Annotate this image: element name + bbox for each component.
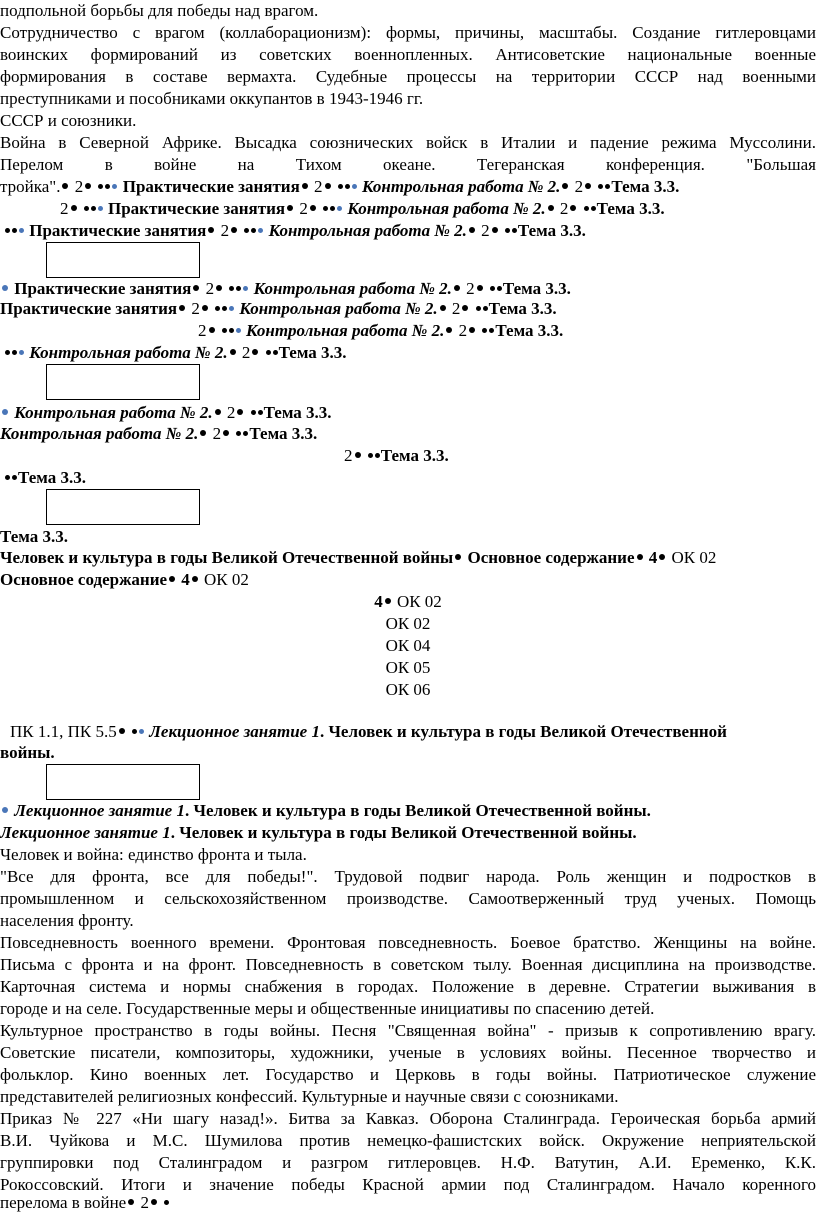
- theme-heading: Тема 3.3.: [596, 199, 665, 218]
- competence-code: ОК 05: [385, 658, 431, 677]
- competence-code: ОК 02: [385, 614, 431, 633]
- text-line: Сотрудничество с врагом (коллаборационизм): формы, причины, масштабы. Создание гитлеровцами: [0, 23, 816, 42]
- competence-code: ОК 02: [204, 570, 249, 589]
- bullet-icon: [243, 431, 248, 436]
- bullet-icon: [258, 410, 263, 415]
- bullet-icon: [477, 285, 483, 291]
- bullet-icon: [215, 306, 220, 311]
- bullet-icon: [237, 409, 243, 415]
- table-row: [0, 176, 679, 198]
- table-row: [4, 342, 347, 364]
- text-line: Повседневность военного времени. Фронтовая повседневность. Боевое братство. Женщины на войне.: [0, 933, 816, 952]
- bullet-icon: [323, 206, 328, 211]
- bullet-icon: [62, 183, 68, 189]
- text-line: фольклор. Кино военных лет. Государство и Церковь в годы войны. Патриотическое служение: [0, 1065, 816, 1084]
- bullet-icon: [193, 285, 199, 291]
- bullet-icon: [368, 453, 373, 458]
- lecture-label: Лекционное занятие 1: [149, 722, 320, 741]
- theme-heading: Тема 3.3.: [495, 321, 564, 340]
- bullet-icon: [252, 349, 258, 355]
- bullet-icon: [462, 305, 468, 311]
- text-line: В.И. Чуйкова и М.С. Шумилова против немецко-фашистских войск. Окружение неприятельской: [0, 1131, 816, 1150]
- text-line: Рокоссовский. Итоги и значение победы Красной армии под Сталинградом. Начало коренного: [0, 1175, 816, 1194]
- bullet-icon: [562, 183, 568, 189]
- text-fragment: перелома в войне: [0, 1193, 127, 1212]
- section-control: Контрольная работа № 2.: [29, 343, 228, 362]
- table-row: [60, 198, 665, 220]
- bullet-icon: [385, 598, 391, 604]
- bullet-icon: [266, 350, 271, 355]
- bullet-icon: [216, 285, 222, 291]
- bullet-icon: [128, 1199, 134, 1205]
- theme-title: Человек и культура в годы Великой Отечественной войны: [0, 548, 454, 567]
- text-line: "Все для фронта, все для победы!". Трудовой подвиг народа. Роль женщин и подростков в: [0, 867, 816, 886]
- bullet-icon: [302, 183, 308, 189]
- competence-code: ОК 02: [671, 548, 717, 567]
- bullet-icon: [98, 184, 103, 189]
- bullet-icon: [310, 205, 316, 211]
- table-row: [0, 569, 249, 591]
- theme-heading: Тема 3.3.: [249, 424, 318, 443]
- theme-heading: Тема 3.3.: [488, 299, 557, 318]
- hours-value: 2: [299, 199, 308, 218]
- bullet-icon: [215, 409, 221, 415]
- bullet-icon: [591, 206, 596, 211]
- hours-value: 2: [60, 199, 69, 218]
- section-practical: Практические занятия: [14, 279, 192, 298]
- section-control: Контрольная работа № 2.: [239, 299, 438, 318]
- section-practical: Практические занятия: [108, 199, 286, 218]
- bullet-icon: [244, 228, 249, 233]
- bullet-icon: [105, 184, 110, 189]
- bullet-icon: [490, 286, 495, 291]
- text-line: городе и на селе. Государственные меры и общественные инициативы по спасению детей.: [0, 999, 655, 1018]
- bullet-icon: [258, 228, 263, 233]
- bullet-icon: [492, 227, 498, 233]
- text-line: формирования в составе вермахта. Судебные процессы на территории СССР над военными: [0, 67, 816, 86]
- text-line: Перелом в войне на Тихом океане. Тегеранская конференция. "Большая: [0, 155, 816, 174]
- hours-value: 2: [451, 299, 461, 318]
- bullet-icon: [338, 184, 343, 189]
- hours-value: 2: [191, 299, 200, 318]
- bullet-icon: [585, 183, 591, 189]
- section-control: Контрольная работа № 2.: [14, 403, 213, 422]
- competence-code: ОК 02: [396, 592, 442, 611]
- bullet-icon: [469, 327, 475, 333]
- text-line: преступниками и пособниками оккупантов в 1943-1946 гг.: [0, 89, 424, 108]
- section-control: Контрольная работа № 2.: [268, 221, 467, 240]
- bullet-icon: [375, 453, 380, 458]
- bullet-icon: [164, 1200, 169, 1205]
- bullet-icon: [139, 729, 144, 734]
- table-row: ПК 1.1, ПК 5.5 Лекционное занятие 1. Человек и культура в годы Великой Отечественной: [10, 722, 727, 741]
- theme-heading: Тема 3.3.: [380, 446, 449, 465]
- bullet-icon: [548, 205, 554, 211]
- hours-value: 2: [559, 199, 569, 218]
- hours-value: 2: [226, 403, 236, 422]
- bullet-icon: [598, 184, 603, 189]
- hours-value: 2: [212, 424, 222, 443]
- bullet-icon: [497, 286, 502, 291]
- empty-cell-box: [46, 364, 200, 400]
- hours-value: 2: [481, 221, 490, 240]
- empty-cell-box: [46, 489, 200, 525]
- table-row: [0, 423, 317, 445]
- bullet-icon: [98, 206, 103, 211]
- bullet-icon: [287, 205, 293, 211]
- bullet-icon: [482, 328, 487, 333]
- table-row: [4, 467, 86, 489]
- hours-value: 2: [205, 279, 215, 298]
- table-row: [0, 591, 816, 613]
- bullet-icon: [119, 728, 125, 734]
- theme-heading: Тема 3.3.: [611, 177, 680, 196]
- bullet-icon: [251, 410, 256, 415]
- text-line: промышленном и сельскохозяйственном производстве. Самоотверженный труд ученых. Помощь: [0, 889, 816, 908]
- bullet-icon: [229, 306, 234, 311]
- bullet-icon: [2, 409, 8, 415]
- competence-code: ОК 06: [385, 680, 431, 699]
- hours-value: 4: [181, 570, 190, 589]
- hours-value: 2: [466, 279, 475, 298]
- hours-value: 2: [220, 221, 230, 240]
- section-practical: Практические занятия: [122, 177, 300, 196]
- section-control: Контрольная работа № 2.: [0, 424, 199, 443]
- table-row: [0, 547, 716, 569]
- bullet-icon: [5, 475, 10, 480]
- bullet-icon: [476, 306, 481, 311]
- bullet-icon: [659, 554, 665, 560]
- text-fragment: тройка".: [0, 177, 61, 196]
- hours-value: 2: [574, 177, 584, 196]
- bullet-icon: [236, 286, 241, 291]
- lecture-title: Человек и культура в годы Великой Отечественной войны.: [193, 801, 651, 820]
- bullet-icon: [483, 306, 488, 311]
- bullet-icon: [230, 349, 236, 355]
- section-control: Контрольная работа № 2.: [347, 199, 546, 218]
- hours-value: 2: [74, 177, 84, 196]
- bullet-icon: [355, 452, 361, 458]
- bullet-icon: [222, 306, 227, 311]
- table-row: [0, 298, 557, 320]
- bullet-icon: [12, 228, 17, 233]
- table-row: Лекционное занятие 1. Человек и культура в годы Великой Отечественной войны.: [0, 800, 651, 822]
- text-line: Письма с фронта и на фронт. Повседневность в советском тылу. Военная дисциплина на производстве.: [0, 955, 816, 974]
- bullet-icon: [236, 328, 241, 333]
- text-line: Культурное пространство в годы войны. Песня "Священная война" - призыв к сопротивлению врагу.: [0, 1021, 816, 1040]
- text-line: Человек и война: единство фронта и тыла.: [0, 845, 307, 864]
- bullet-icon: [243, 286, 248, 291]
- bullet-icon: [5, 350, 10, 355]
- lecture-title: Человек и культура в годы Великой Отечественной войны.: [179, 823, 637, 842]
- bullet-icon: [202, 305, 208, 311]
- section-practical: Практические занятия: [0, 299, 178, 318]
- bullet-icon: [229, 286, 234, 291]
- bullet-icon: [19, 228, 24, 233]
- bullet-icon: [325, 183, 331, 189]
- bullet-icon: [440, 305, 446, 311]
- theme-heading: Тема 3.3.: [0, 527, 68, 546]
- text-line: Война в Северной Африке. Высадка союзнических войск в Италии и падение режима Муссолини.: [0, 133, 816, 152]
- bullet-icon: [85, 183, 91, 189]
- bullet-icon: [151, 1199, 157, 1205]
- bullet-icon: [251, 228, 256, 233]
- text-line: группировки под Сталинградом и разгром гитлеровцев. Н.Ф. Ватутин, А.И. Еременко, К.К.: [0, 1153, 816, 1172]
- basic-content-label: Основное содержание: [0, 570, 168, 589]
- theme-heading: Тема 3.3.: [278, 343, 347, 362]
- competence-code: ПК 1.1, ПК 5.5: [10, 722, 117, 741]
- bullet-icon: [192, 576, 198, 582]
- bullet-icon: [512, 228, 517, 233]
- empty-cell-box: [46, 764, 200, 800]
- hours-value: 2: [458, 321, 468, 340]
- hours-value: 4: [374, 592, 383, 611]
- hours-value: 2: [241, 343, 251, 362]
- bullet-icon: [337, 206, 342, 211]
- bullet-icon: [446, 327, 452, 333]
- hours-value: 2: [198, 321, 207, 340]
- bullet-icon: [12, 475, 17, 480]
- bullet-icon: [223, 430, 229, 436]
- text-line: Приказ № 227 «Ни шагу назад!». Битва за Кавказ. Оборона Сталинграда. Героическая борьба армий: [0, 1109, 816, 1128]
- theme-heading: Тема 3.3.: [502, 279, 571, 298]
- bullet-icon: [2, 807, 8, 813]
- bullet-icon: [112, 184, 117, 189]
- text-line: представителей религиозных конфессий. Культурные и научные связи с союзниками.: [0, 1087, 619, 1106]
- bullet-icon: [208, 227, 214, 233]
- bullet-icon: [71, 205, 77, 211]
- bullet-icon: [505, 228, 510, 233]
- basic-content-label: Основное содержание: [467, 548, 635, 567]
- bullet-icon: [605, 184, 610, 189]
- bullet-icon: [637, 554, 643, 560]
- bullet-icon: [179, 305, 185, 311]
- lecture-title: Человек и культура в годы Великой Отечественной: [328, 722, 727, 741]
- competence-code: ОК 04: [385, 636, 431, 655]
- bullet-icon: [84, 206, 89, 211]
- bullet-icon: [352, 184, 357, 189]
- lecture-label: Лекционное занятие 1: [14, 801, 185, 820]
- bullet-icon: [345, 184, 350, 189]
- table-row: Лекционное занятие 1. Человек и культура в годы Великой Отечественной войны.: [0, 823, 637, 842]
- bullet-icon: [209, 327, 215, 333]
- table-row: [198, 320, 563, 342]
- bullet-icon: [455, 554, 461, 560]
- bullet-icon: [584, 206, 589, 211]
- bullet-icon: [231, 227, 237, 233]
- bullet-icon: [132, 729, 137, 734]
- text-line: СССР и союзники.: [0, 111, 137, 130]
- theme-heading: Тема 3.3.: [263, 403, 332, 422]
- bullet-icon: [273, 350, 278, 355]
- table-row: [4, 220, 586, 242]
- bullet-icon: [330, 206, 335, 211]
- bullet-icon: [236, 431, 241, 436]
- bullet-icon: [19, 350, 24, 355]
- bullet-icon: [91, 206, 96, 211]
- text-line: населения фронту.: [0, 911, 134, 930]
- table-row: [0, 402, 332, 424]
- table-row: [0, 1192, 170, 1214]
- hours-value: 2: [314, 177, 323, 196]
- bullet-icon: [5, 228, 10, 233]
- empty-cell-box: [46, 242, 200, 278]
- bullet-icon: [489, 328, 494, 333]
- bullet-icon: [469, 227, 475, 233]
- hours-value: 2: [344, 446, 353, 465]
- lecture-title-continued: войны.: [0, 743, 55, 762]
- bullet-icon: [222, 328, 227, 333]
- bullet-icon: [570, 205, 576, 211]
- bullet-icon: [200, 430, 206, 436]
- table-row: [0, 278, 571, 300]
- hours-value: 4: [648, 548, 658, 567]
- section-control: Контрольная работа № 2.: [253, 279, 452, 298]
- text-line: Советские писатели, композиторы, художники, ученые в условиях войны. Песенное творчество и: [0, 1043, 816, 1062]
- bullet-icon: [2, 285, 8, 291]
- text-line: Карточная система и нормы снабжения в городах. Положение в деревне. Стратегии выживания в: [0, 977, 816, 996]
- bullet-icon: [169, 576, 175, 582]
- theme-heading: Тема 3.3.: [18, 468, 86, 487]
- theme-heading: Тема 3.3.: [517, 221, 586, 240]
- section-control: Контрольная работа № 2.: [362, 177, 561, 196]
- text-line: воинских формирований из советских военнопленных. Антисоветские национальные военные: [0, 45, 816, 64]
- section-control: Контрольная работа № 2.: [246, 321, 445, 340]
- text-line: подпольной борьбы для победы над врагом.: [0, 1, 319, 20]
- bullet-icon: [12, 350, 17, 355]
- lecture-label: Лекционное занятие 1: [0, 823, 171, 842]
- hours-value: 2: [140, 1193, 149, 1212]
- section-practical: Практические занятия: [29, 221, 207, 240]
- table-row: [344, 445, 449, 467]
- bullet-icon: [229, 328, 234, 333]
- bullet-icon: [454, 285, 460, 291]
